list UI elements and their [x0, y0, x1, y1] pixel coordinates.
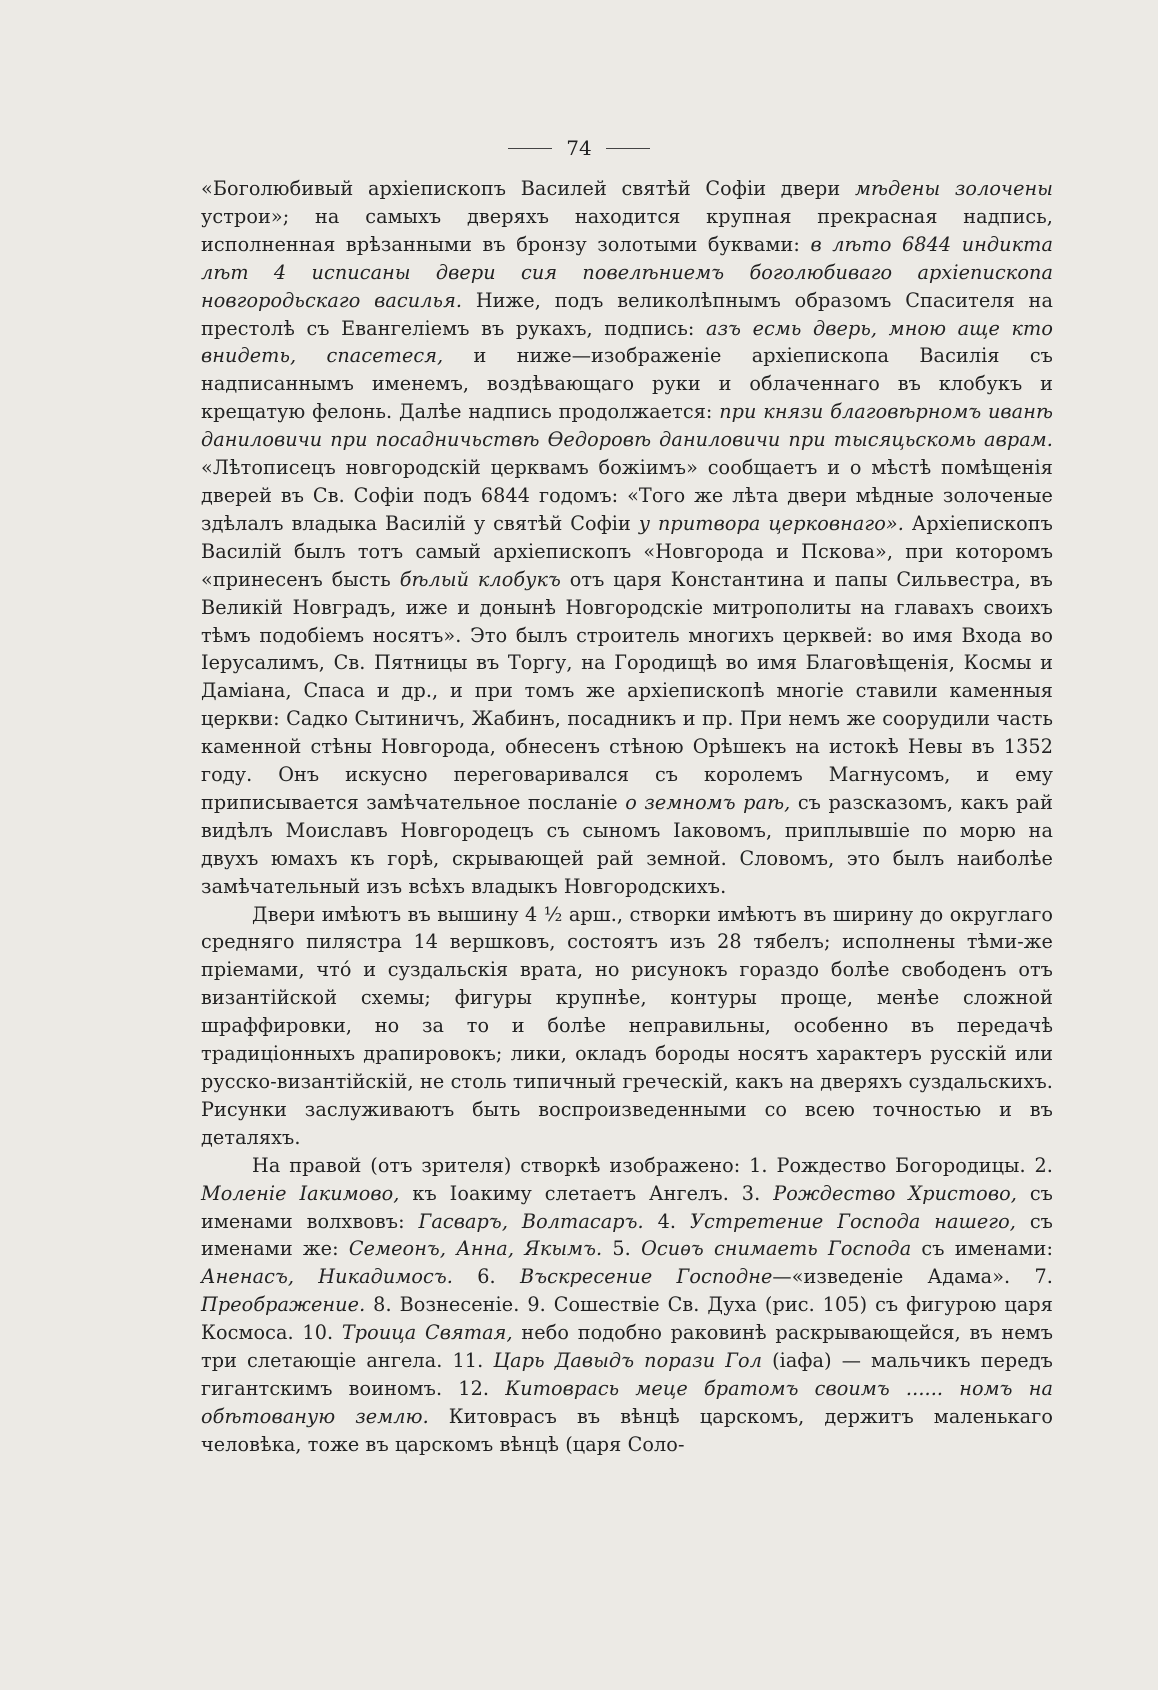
italic-text: Преображение. — [201, 1293, 366, 1317]
page-header — [0, 136, 1158, 160]
paragraph — [201, 1152, 1053, 1459]
italic-text: Аненасъ, Никадимосъ. — [201, 1265, 453, 1289]
text-run: устрои»; на самыхъ дверяхъ находится крупная прекрасная надпись, исполненная врѣзанными въ бронзу золотыми буквами: — [201, 204, 1053, 256]
italic-text: в лѣто 6844 индикта лѣт 4 исписаны двери сия повелѣниемъ боголюбиваго архіепископа новгородьскаго василья. — [201, 232, 1053, 312]
page-number: 74 — [566, 136, 592, 160]
text-run: съ именами же: — [201, 1209, 1053, 1261]
italic-text: азъ есмь дверь, мною аще кто внидеть, спасетеся, — [201, 316, 1054, 368]
text-run: 4. — [643, 1209, 690, 1233]
text-run: 5. — [602, 1237, 642, 1261]
text-run: отъ царя Константина и папы Сильвестра, въ Великій Новградъ, иже и донынѣ Новгородскіе митрополиты на главахъ своихъ тѣмъ подобіемъ носятъ». Это былъ строитель многихъ церквей: во имя Входа во Іерусалимъ, Св. Пятницы въ Торгу, на Городищѣ во имя Благовѣщенія, Космы и Даміана, Спаса и др., и при томъ же архіепископѣ многіе ставили каменныя церкви: Садко Сытиничъ, Жабинъ, посадникъ и пр. При немъ же соорудили часть каменной стѣны Новгорода, обнесенъ стѣною Орѣшекъ на истокѣ Невы въ 1352 году. Онъ искусно переговаривался съ королемъ Магнусомъ, и ему приписывается замѣчательное посланіе — [201, 567, 1053, 814]
italic-text: Въскресение Господне — [520, 1265, 773, 1289]
text-run: (іафа) — мальчикъ передъ гигантскимъ воиномъ. 12. — [201, 1349, 1053, 1400]
italic-text: мѣдены золочены — [854, 177, 1054, 200]
text-run: 8. Вознесеніе. 9. Сошествіе Св. Духа (рис. 105) съ фигурою царя Космоса. 10. — [201, 1293, 1053, 1345]
text-run: Архіепископъ Василій былъ тотъ самый архіепископъ «Новгорода и Пскова», при которомъ «принесенъ бысть — [201, 511, 1053, 591]
text-run: къ Іоакиму слетаетъ Ангелъ. 3. — [399, 1181, 774, 1205]
italic-text: Семеонъ, Анна, Якымъ. — [348, 1237, 603, 1261]
text-run: Китоврасъ въ вѣнцѣ царскомъ, держитъ маленькаго человѣка, тоже въ царскомъ вѣнцѣ (царя Соло- — [201, 1404, 1053, 1456]
text-run: небо подобно раковинѣ раскрывающейся, въ немъ три слетающіе ангела. 11. — [201, 1321, 1054, 1373]
italic-text: Троица Святая, — [341, 1321, 513, 1345]
text-run: На правой (отъ зрителя) створкѣ изображено: 1. Рождество Богородицы. 2. — [252, 1153, 1053, 1177]
paragraph — [201, 175, 1053, 901]
header-rule-right — [606, 148, 650, 149]
italic-text: о земномъ раѣ, — [625, 790, 791, 814]
italic-text: Китоврась меце братомъ своимъ ...... номъ на обѣтованую землю. — [201, 1376, 1053, 1428]
header-rule-left — [508, 148, 552, 149]
text-run: и ниже—изображеніе архіепископа Василія съ надписаннымъ именемъ, воздѣвающаго руки и облаченнаго въ клобукъ и крещатую фелонь. Далѣе надпись продолжается: — [201, 344, 1053, 424]
text-run: «Лѣтописецъ новгородскій церквамъ божіимъ» сообщаетъ и о мѣстѣ помѣщенія дверей въ Св. Софіи подъ 6844 годомъ: «Того же лѣта двери мѣдные золоченые здѣлалъ владыка Василій у святѣй Софіи — [201, 456, 1053, 535]
text-run: «Боголюбивый архіепископъ Василей святѣй Софіи двери — [201, 177, 855, 200]
text-run: —«изведеніе Адама». 7. — [772, 1265, 1054, 1289]
paragraph — [201, 901, 1053, 1152]
italic-text: бѣлый клобукъ — [399, 567, 561, 591]
text-run: съ именами волхвовъ: — [201, 1181, 1053, 1233]
text-run: съ разсказомъ, какъ рай видѣлъ Моиславъ Новгородецъ съ сыномъ Іаковомъ, приплывшіе по морю на двухъ юмахъ къ горѣ, скрывающей рай земной. Словомъ, это былъ наиболѣе замѣчательный изъ всѣхъ владыкъ Новгородскихъ. — [201, 790, 1053, 898]
text-run: 6. — [453, 1265, 521, 1289]
italic-text: Моленіе Іакимово, — [201, 1181, 400, 1205]
text-run: Двери имѣютъ въ вышину 4 ½ арш., створки имѣютъ въ ширину до округлаго средняго пилястра 14 вершковъ, состоятъ изъ 28 тябелъ; исполнены тѣми-же пріемами, что́ и суздальскія врата, но рисунокъ гораздо болѣе свободенъ отъ византійской схемы; фигуры крупнѣе, контуры проще, менѣе сложной шраффировки, но за то и болѣе неправильны, особенно въ передачѣ традиціонныхъ драпировокъ; лики, окладъ бороды носятъ характеръ русскій или русско-византійскій, не столь типичный греческій, какъ на дверяхъ суздальскихъ. Рисунки заслуживаютъ быть воспроизведенными со всею точностью и въ деталяхъ. — [201, 902, 1053, 1149]
italic-text: Устретение Господа нашего, — [690, 1209, 1016, 1233]
italic-text: Царь Давыдъ порази Гол — [493, 1349, 763, 1373]
text-run: Ниже, подъ великолѣпнымъ образомъ Спасителя на престолѣ съ Евангеліемъ въ рукахъ, подпись: — [201, 288, 1053, 340]
body-text — [201, 175, 1053, 1459]
italic-text: Гасваръ, Волтасаръ. — [418, 1209, 644, 1233]
italic-text: у притвора церковнаго». — [638, 511, 904, 535]
italic-text: Рождество Христово, — [773, 1181, 1017, 1205]
text-run: съ именами: — [911, 1237, 1054, 1261]
italic-text: Осиѳъ снимаеть Господа — [641, 1237, 912, 1261]
italic-text: при князи благовѣрномъ иванѣ даниловичи при посадничьствѣ Өедоровѣ даниловичи при тысяцьскомь аврам. — [201, 400, 1053, 452]
